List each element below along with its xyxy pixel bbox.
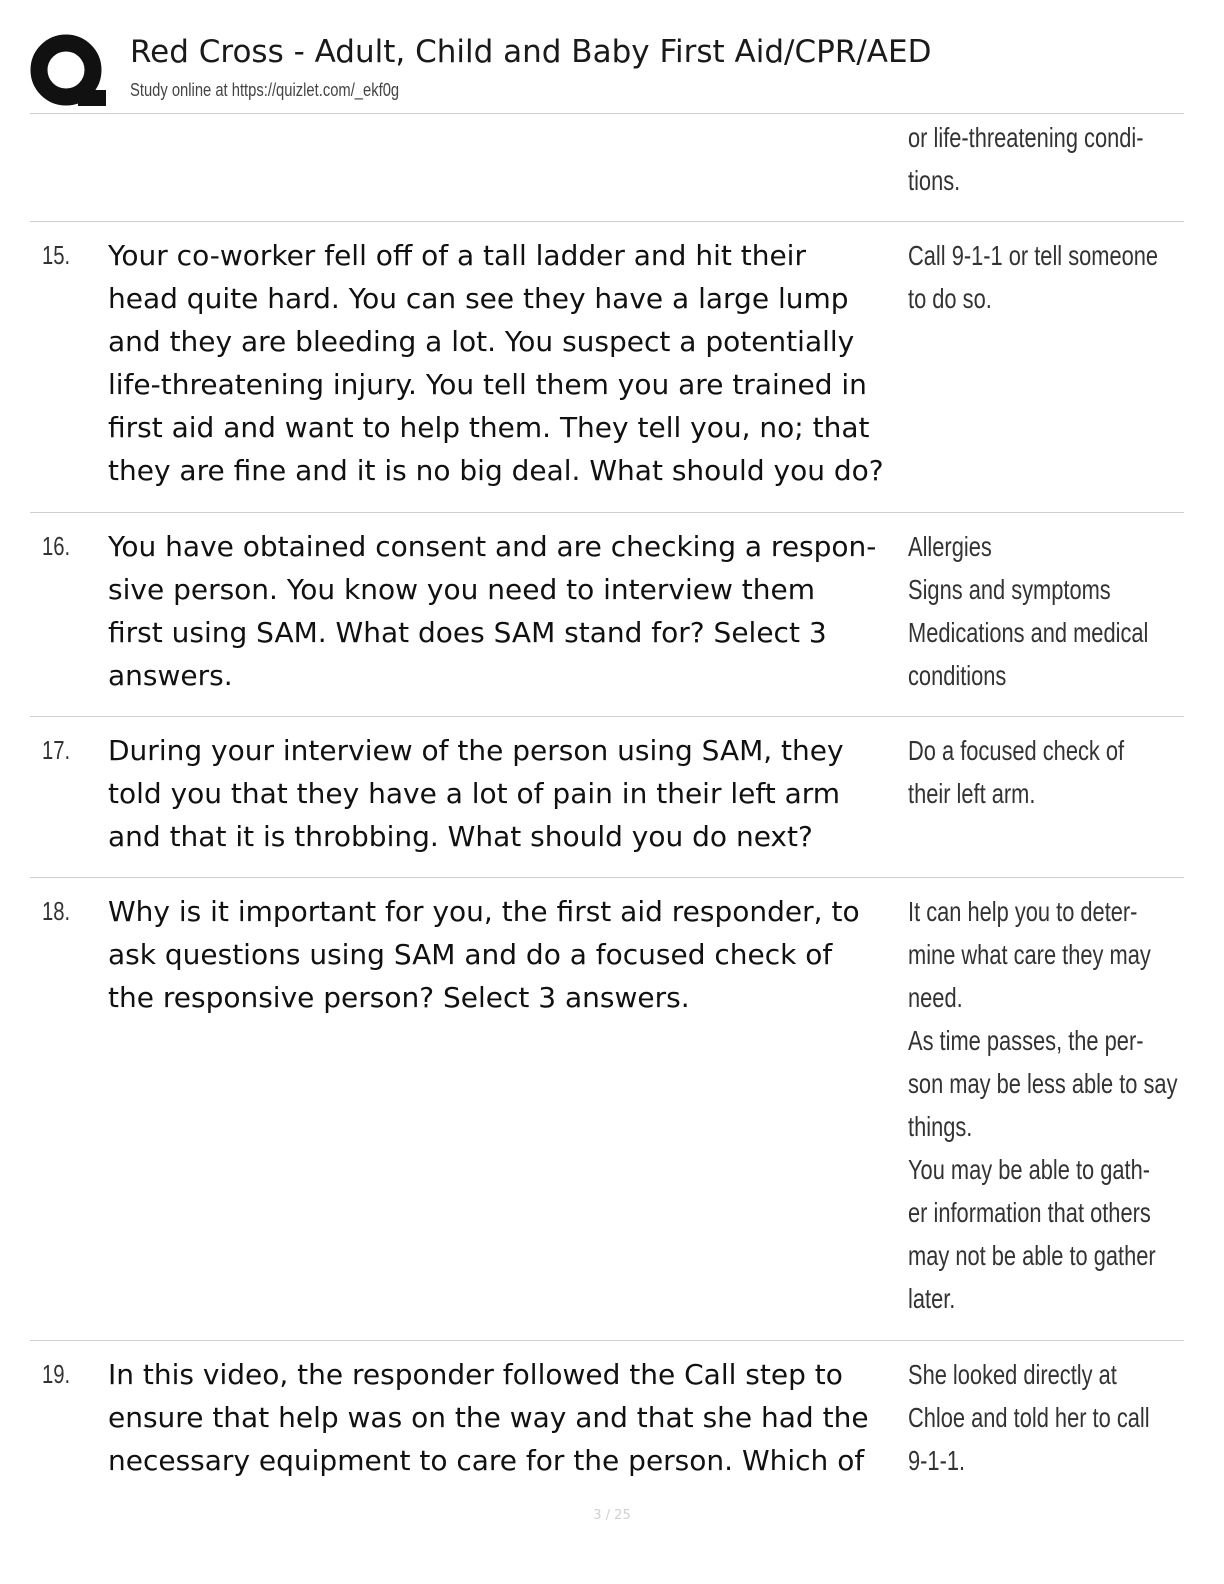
page-header xyxy=(30,28,1184,114)
card-number: 17. xyxy=(42,735,71,765)
answer-text: Do a focused check of their left arm. xyxy=(908,735,1125,809)
divider xyxy=(30,877,1184,878)
answer-text: or life-threatening condi- tions. xyxy=(908,122,1144,196)
card-number: 18. xyxy=(42,896,71,926)
answer-text: It can help you to deter- mine what care they may need. As time passes, the per- son may be less able to say things. You may be able to gath- er information that others may not be able to gather later. xyxy=(908,896,1178,1314)
study-online-link[interactable]: Study online at https://quizlet.com/_ekf0g xyxy=(130,80,400,100)
question-text: During your interview of the person using SAM, they told you that they have a lot of pain in their left arm and that it is throbbing. What should you do next? xyxy=(108,734,844,853)
card-number: 15. xyxy=(42,240,71,270)
answer-text: Allergies Signs and symptoms Medications and medical conditions xyxy=(908,531,1149,691)
question-text: You have obtained consent and are checking a respon- sive person. You know you need to interview them first using SAM. What does SAM stand for? Select 3 answers. xyxy=(108,530,877,692)
divider xyxy=(30,1340,1184,1341)
quizlet-logo-icon xyxy=(30,32,108,110)
page-title: Red Cross - Adult, Child and Baby First Aid/CPR/AED xyxy=(130,34,932,70)
question-text: Why is it important for you, the first aid responder, to ask questions using SAM and do a focused check of the responsive person? Select 3 answers. xyxy=(108,895,860,1014)
page-number: 3 / 25 xyxy=(593,1508,631,1523)
card-number: 19. xyxy=(42,1359,71,1389)
divider xyxy=(30,716,1184,717)
divider xyxy=(30,221,1184,222)
divider xyxy=(30,512,1184,513)
question-text: In this video, the responder followed the Call step to ensure that help was on the way and that she had the necessary equipment to care for the person. Which of xyxy=(108,1358,869,1477)
answer-text: She looked directly at Chloe and told her to call 9-1-1. xyxy=(908,1359,1150,1476)
divider xyxy=(30,113,1184,114)
card-number: 16. xyxy=(42,531,71,561)
answer-text: Call 9-1-1 or tell someone to do so. xyxy=(908,240,1159,314)
question-text: Your co-worker fell off of a tall ladder and hit their head quite hard. You can see they have a large lump and they are bleeding a lot. You suspect a potentially life-threatening injury. You tell them you are trained in first aid and want to help them. They tell you, no; that they are fine and it is no big deal. What should you do? xyxy=(108,239,884,487)
